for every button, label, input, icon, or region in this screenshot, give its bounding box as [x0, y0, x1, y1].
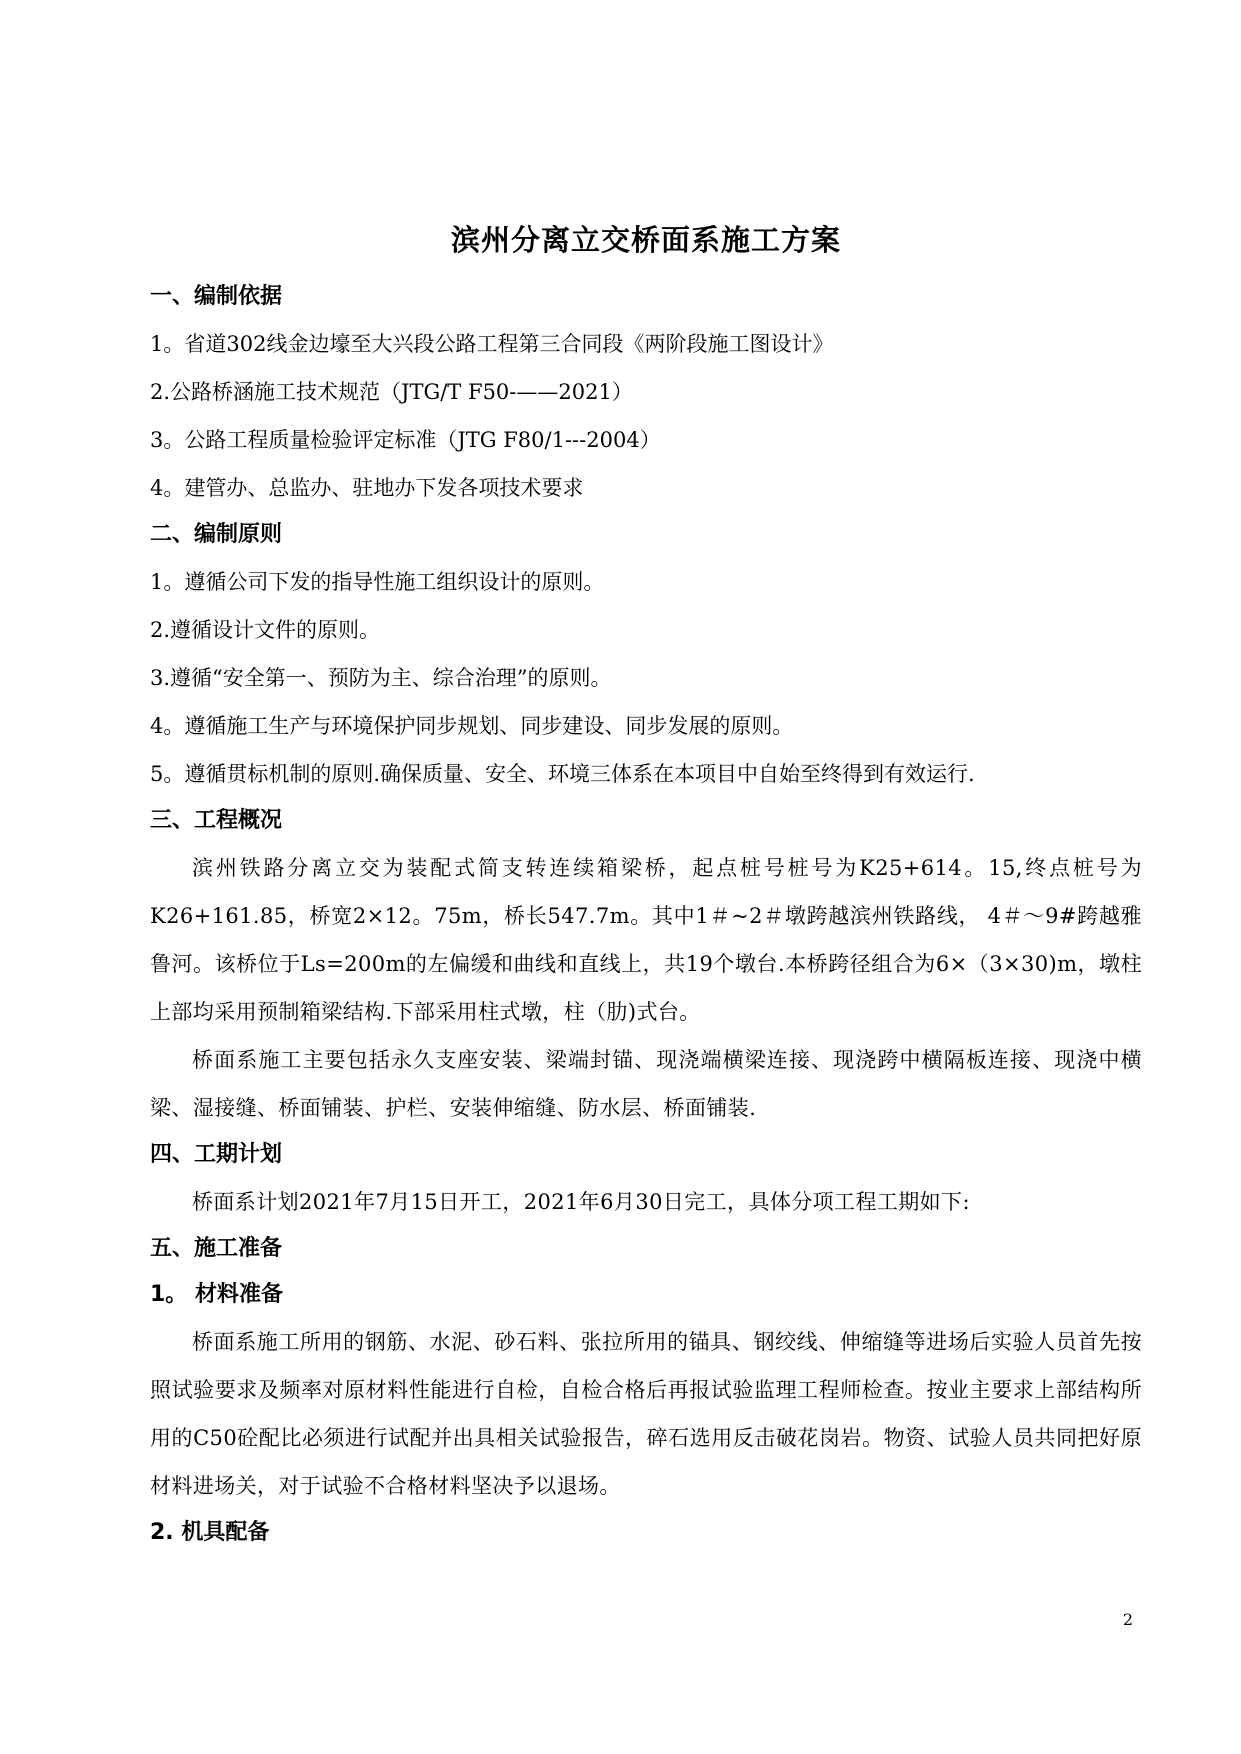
- principle-item: 4。遵循施工生产与环境保护同步规划、同步建设、同步发展的原则。: [150, 714, 794, 738]
- section-heading-overview: 三、工程概况: [150, 808, 283, 833]
- subsection-heading-equipment: 2. 机具配备: [150, 1520, 270, 1545]
- overview-paragraph: 桥面系施工主要包括永久支座安装、梁端封锚、现浇端横梁连接、现浇跨中横隔板连接、现浇中横梁、湿接缝、桥面铺装、护栏、安装伸缩缝、防水层、桥面铺装.: [150, 1048, 1142, 1120]
- basis-item: 4。建管办、总监办、驻地办下发各项技术要求: [150, 476, 584, 500]
- materials-paragraph: 桥面系施工所用的钢筋、水泥、砂石料、张拉所用的锚具、钢绞线、伸缩缝等进场后实验人员首先按照试验要求及频率对原材料性能进行自检，自检合格后再报试验监理工程师检查。按业主要求上部结构所用的C50砼配比必须进行试配并出具相关试验报告，碎石选用反击破花岗岩。物资、试验人员共同把好原材料进场关，对于试验不合格材料坚决予以退场。: [150, 1330, 1142, 1498]
- section-heading-schedule: 四、工期计划: [150, 1142, 283, 1167]
- principle-item: 5。遵循贯标机制的原则.确保质量、安全、环境三体系在本项目中自始至终得到有效运行.: [150, 762, 975, 786]
- basis-item: 1。省道302线金边壕至大兴段公路工程第三合同段《两阶段施工图设计》: [150, 332, 834, 356]
- document-title: 滨州分离立交桥面系施工方案: [450, 223, 841, 257]
- principle-item: 1。遵循公司下发的指导性施工组织设计的原则。: [150, 570, 605, 594]
- section-heading-basis: 一、编制依据: [150, 284, 283, 309]
- principle-item: 2.遵循设计文件的原则。: [150, 618, 381, 642]
- overview-paragraph: 滨州铁路分离立交为装配式简支转连续箱梁桥，起点桩号桩号为K25+614。15,终点桩号为K26+161.85，桥宽2×12。75m，桥长547.7m。其中1＃~2＃墩跨越滨州铁路线， 4＃～9#跨越雅鲁河。该桥位于Ls=200m的左偏缓和曲线和直线上，共19个墩台.本桥跨径组合为6×（3×30)m，墩柱上部均采用预制箱梁结构.下部采用柱式墩，柱（肋)式台。: [150, 856, 1142, 1024]
- section-heading-principles: 二、编制原则: [150, 522, 283, 547]
- subsection-heading-materials: 1。 材料准备: [150, 1282, 283, 1307]
- schedule-paragraph: 桥面系计划2021年7月15日开工，2021年6月30日完工，具体分项工程工期如下:: [192, 1190, 970, 1214]
- document-body: [150, 218, 1142, 1556]
- section-heading-preparation: 五、施工准备: [150, 1236, 283, 1261]
- basis-item: 3。公路工程质量检验评定标准（JTG F80/1---2004）: [150, 428, 661, 452]
- principle-item: 3.遵循“安全第一、预防为主、综合治理”的原则。: [150, 666, 612, 690]
- basis-item: 2.公路桥涵施工技术规范（JTG/T F50-——2021）: [150, 380, 633, 404]
- page-number: 2: [1122, 1610, 1133, 1629]
